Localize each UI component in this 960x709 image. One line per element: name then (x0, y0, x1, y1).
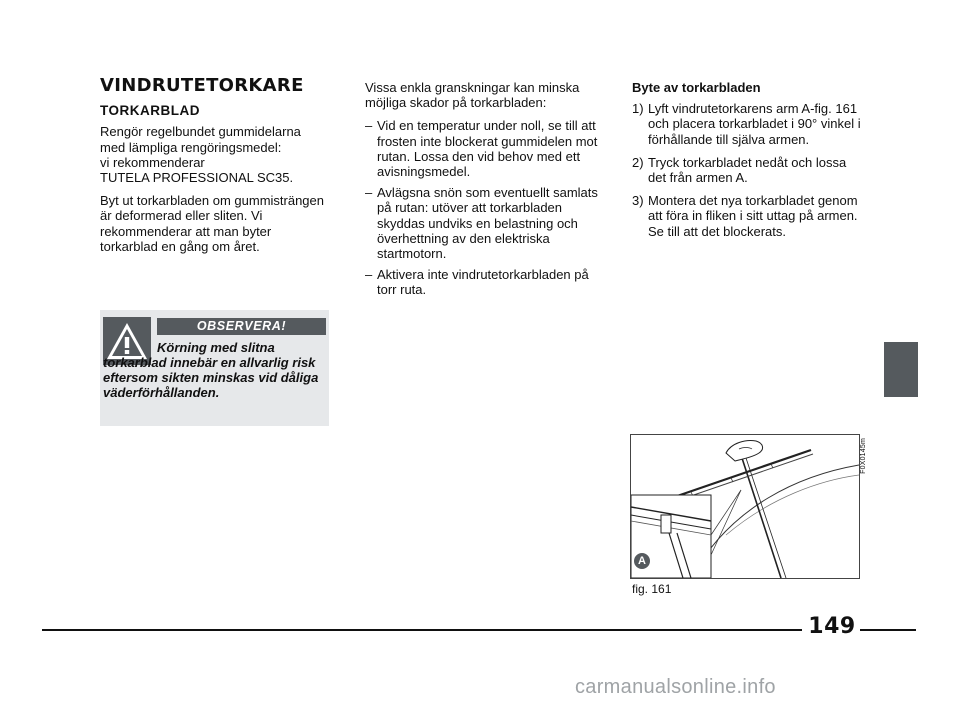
step-text: Lyft vindrutetorkarens arm A-fig. 161 och placera torkarbladet i 90° vinkel i förhållande till själva armen. (648, 101, 861, 147)
step-number: 3) (632, 193, 644, 209)
list-item (632, 155, 862, 185)
step-text: Montera det nya torkarbladet genom att föra in fliken i sitt uttag på armen. Se till att det blockerats. (648, 193, 858, 239)
column-right (632, 80, 862, 247)
checks-intro: Vissa enkla granskningar kan minska möjliga skador på torkarbladen: (365, 80, 580, 111)
replace-paragraph: Byt ut torkarbladen om gummisträngen är deformerad eller sliten. Vi rekommenderar att man byter torkarblad en gång om året. (100, 193, 324, 254)
list-item: – Avlägsna snön som eventuellt samlats på rutan: utöver att torkarbladen skyddas undviks en belastning och överhettning av den elektriska startmotorn. (365, 185, 600, 261)
steps-list (632, 101, 862, 239)
footer-rule-left (42, 629, 802, 631)
warning-header: OBSERVERA! (157, 318, 326, 335)
figure-caption: fig. 161 (632, 582, 672, 596)
wiper-figure (630, 434, 860, 579)
warning-text: Körning med slitna torkarblad innebär en allvarlig risk eftersom sikten minskas vid dåliga väderförhållanden. (103, 340, 319, 400)
footer-rule-right (860, 629, 916, 631)
column-middle (365, 80, 600, 304)
list-item (632, 193, 862, 239)
callout-label: A (638, 555, 646, 567)
step-text: Tryck torkarbladet nedåt och lossa det från armen A. (648, 154, 847, 186)
checks-list (365, 118, 600, 297)
warning-box (100, 310, 329, 426)
cleaning-line: vi rekommenderar (100, 154, 205, 170)
watermark-text: carmanualsonline.info (575, 676, 776, 698)
list-item (632, 101, 862, 147)
step-number: 1) (632, 101, 644, 117)
cleaning-line: Rengör regelbundet gummidelarna (100, 124, 301, 140)
list-item: – Aktivera inte vindrutetorkarbladen på torr ruta. (365, 267, 600, 297)
cleaning-paragraph (100, 124, 330, 185)
wiper-illustration (631, 435, 859, 578)
callout-badge (634, 553, 650, 569)
figure-code: F0X0145m (860, 438, 867, 474)
cleaning-line: med lämpliga rengöringsmedel: (100, 139, 282, 155)
column-left (100, 75, 330, 262)
page-number: 149 (808, 614, 856, 639)
list-item: – Vid en temperatur under noll, se till att frosten inte blockerat gummidelen mot rutan. Lossa den vid behov med ett avisningsmedel. (365, 118, 600, 179)
subsection-title: TORKARBLAD (100, 103, 200, 119)
step-number: 2) (632, 154, 644, 170)
section-title: VINDRUTETORKARE (100, 75, 304, 96)
cleaning-line: TUTELA PROFESSIONAL SC35. (100, 170, 294, 186)
replace-title: Byte av torkarbladen (632, 80, 761, 95)
chapter-tab (884, 342, 918, 397)
